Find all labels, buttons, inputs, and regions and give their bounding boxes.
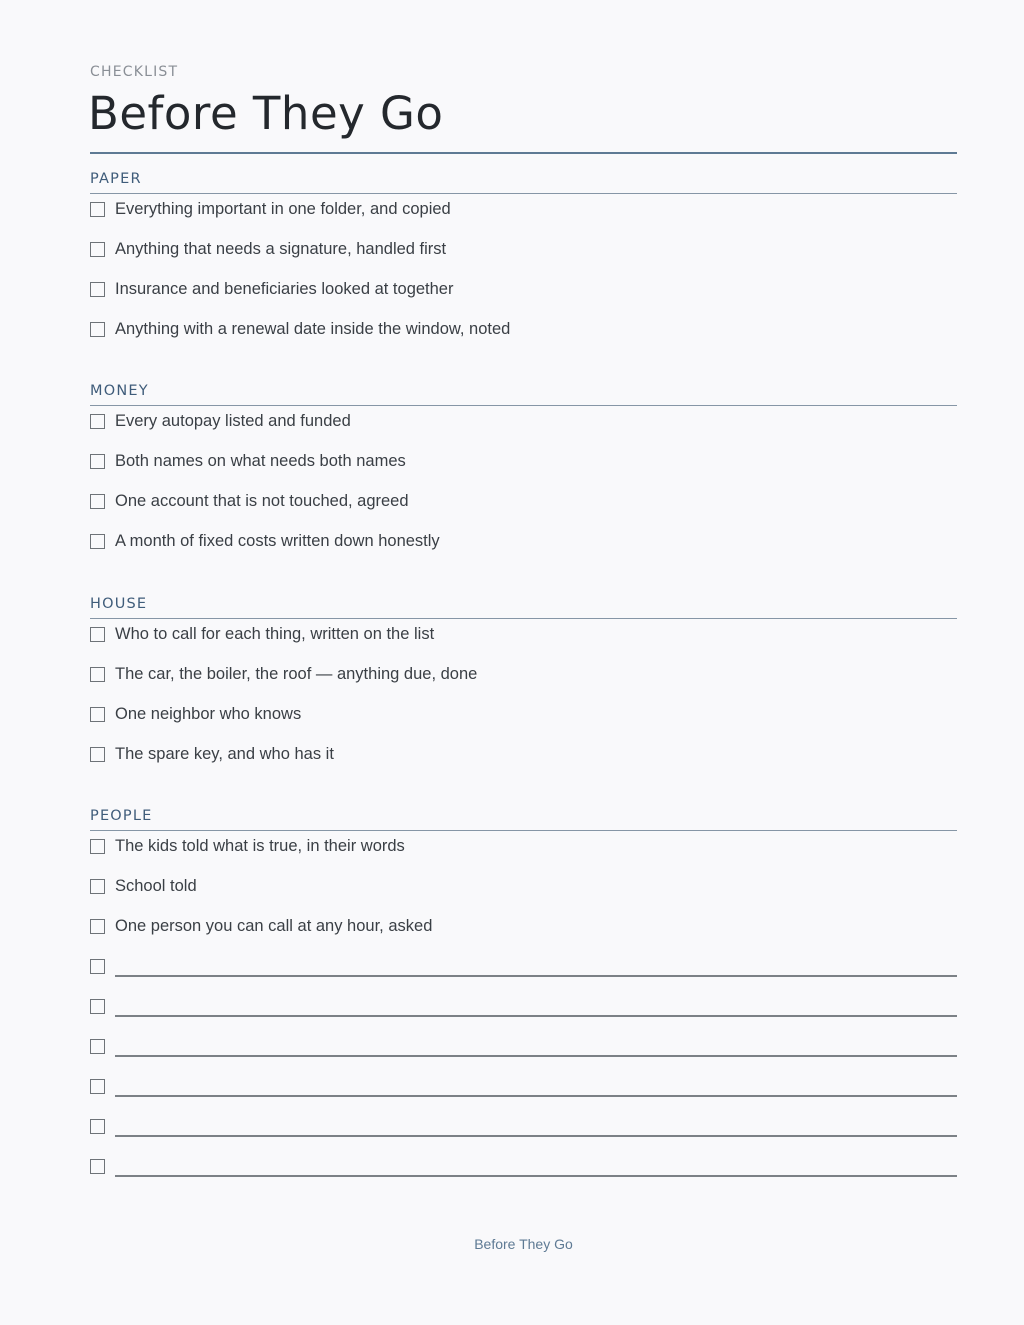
write-in-line[interactable] [115,975,957,977]
item-text: Every autopay listed and funded [115,412,351,430]
section-header [90,382,957,406]
eyebrow-label: CHECKLIST [90,64,179,80]
write-in-line[interactable] [115,1175,957,1177]
blank-checklist-item [90,1075,957,1099]
checkbox[interactable] [90,242,105,257]
section-label: HOUSE [90,596,148,612]
checkbox[interactable] [90,919,105,934]
item-text: Insurance and beneficiaries looked at together [115,280,454,298]
checklist-item [90,410,957,434]
item-text: Anything that needs a signature, handled first [115,240,447,258]
title-divider [90,152,957,154]
section-label: PEOPLE [90,808,153,824]
item-text: One account that is not touched, agreed [115,492,409,510]
item-text: One person you can call at any hour, asked [115,917,433,935]
checkbox[interactable] [90,202,105,217]
checklist-item [90,530,957,554]
checklist-item [90,743,957,767]
checkbox[interactable] [90,1119,105,1134]
write-in-line[interactable] [115,1135,957,1137]
section-label: MONEY [90,383,149,399]
checkbox[interactable] [90,839,105,854]
checkbox[interactable] [90,454,105,469]
checklist-page [90,0,957,1325]
checklist-item [90,318,957,342]
checkbox[interactable] [90,1159,105,1174]
checkbox[interactable] [90,667,105,682]
checkbox[interactable] [90,282,105,297]
item-text: A month of fixed costs written down honestly [115,532,440,550]
checklist-item [90,450,957,474]
item-text: Anything with a renewal date inside the window, noted [115,320,511,338]
checkbox[interactable] [90,747,105,762]
item-text: The kids told what is true, in their words [115,837,405,855]
checklist-item [90,623,957,647]
item-text: Who to call for each thing, written on the list [115,625,435,643]
checkbox[interactable] [90,1079,105,1094]
checklist-item [90,915,957,939]
checklist-item [90,278,957,302]
write-in-line[interactable] [115,1015,957,1017]
checkbox[interactable] [90,534,105,549]
item-text: One neighbor who knows [115,705,302,723]
checklist-item [90,835,957,859]
page-footer: Before They Go [474,1236,573,1252]
checklist-item [90,238,957,262]
checkbox[interactable] [90,627,105,642]
blank-checklist-item [90,955,957,979]
section-label: PAPER [90,171,142,187]
blank-checklist-item [90,995,957,1019]
item-text: The car, the boiler, the roof — anything due, done [115,665,478,683]
item-text: Both names on what needs both names [115,452,406,470]
checklist-item [90,490,957,514]
blank-checklist-item [90,1035,957,1059]
checkbox[interactable] [90,1039,105,1054]
checklist-item [90,875,957,899]
checklist-item [90,663,957,687]
blank-checklist-item [90,1115,957,1139]
checkbox[interactable] [90,959,105,974]
checklist-item [90,198,957,222]
section-header [90,170,957,194]
checkbox[interactable] [90,879,105,894]
item-text: The spare key, and who has it [115,745,334,763]
checklist-item [90,703,957,727]
write-in-line[interactable] [115,1095,957,1097]
checkbox[interactable] [90,322,105,337]
checkbox[interactable] [90,707,105,722]
item-text: School told [115,877,197,895]
item-text: Everything important in one folder, and copied [115,200,451,218]
checkbox[interactable] [90,999,105,1014]
checkbox[interactable] [90,494,105,509]
page-title: Before They Go [88,87,444,140]
write-in-line[interactable] [115,1055,957,1057]
checkbox[interactable] [90,414,105,429]
blank-checklist-item [90,1155,957,1179]
section-header [90,595,957,619]
section-header [90,807,957,831]
